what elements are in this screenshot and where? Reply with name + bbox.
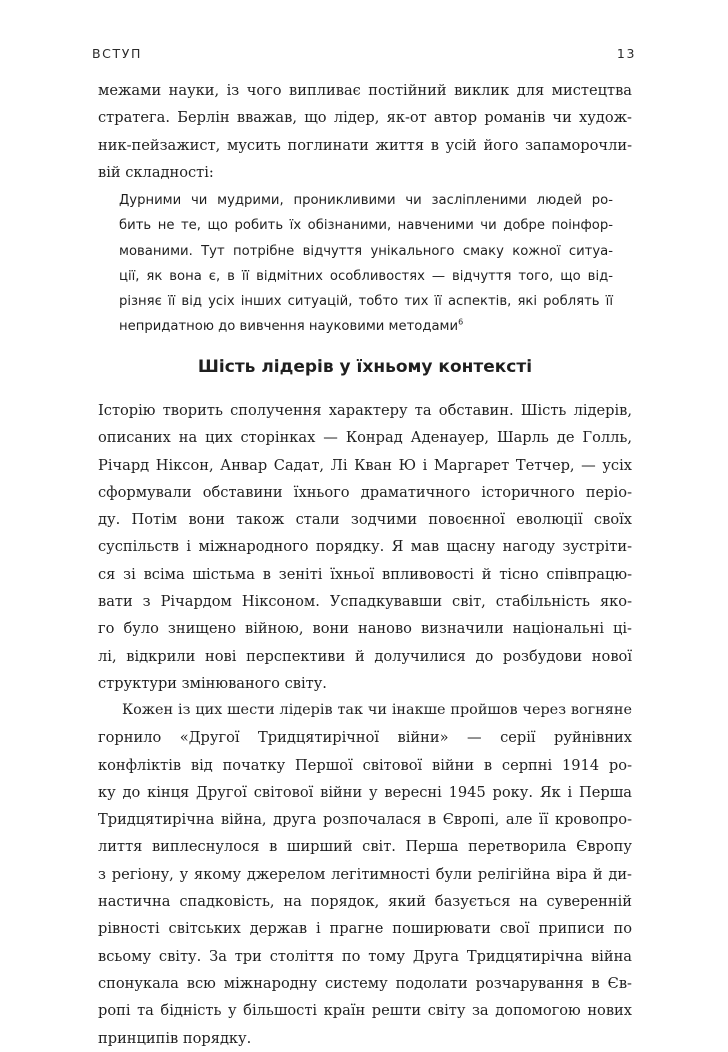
text-line: конфліктів від початку Першої світової війни в серпні 1914 ро- (98, 756, 632, 774)
text-line: ся зі всіма шістьма в зеніті їхньої впливовості й тісно співпрацю- (98, 565, 632, 583)
paragraph-2 (98, 697, 632, 1052)
quote-line-last (119, 314, 613, 339)
section-heading: Шість лідерів у їхньому контексті (197, 357, 533, 377)
text-line: лиття виплеснулося в ширший світ. Перша перетворила Європу (98, 838, 632, 856)
text-line: всьому світу. За три століття по тому Друга Тридцятирічна війна (98, 947, 632, 965)
text-line: ду. Потім вони також стали зодчими повоєнної еволюції своїх (98, 511, 632, 529)
footnote-ref: 6 (458, 318, 464, 328)
text-line: суспільств і міжнародного порядку. Я мав щасну нагоду зустріти- (98, 538, 632, 556)
text-line: лі, відкрили нові перспективи й долучилися до розбудови нової (98, 647, 632, 665)
text-line: го було знищено війною, вони наново визначили національні ці- (98, 620, 632, 638)
text-line: горнило «Другої Тридцятирічної війни» — серії руйнівних (98, 729, 632, 747)
text-line: межами науки, із чого випливає постійний виклик для мистецтва (98, 82, 632, 99)
text-line: Тридцятирічна війна, друга розпочалася в Європі, але її кровопро- (98, 811, 632, 829)
quote-line: різняє її від усіх інших ситуацій, тобто тих її аспектів, які роблять її (119, 294, 613, 310)
quote-line: бить не те, що робить їх обізнаними, навченими чи добре поінфор- (119, 218, 613, 234)
text-line: Річард Ніксон, Анвар Садат, Лі Кван Ю і Маргарет Тетчер, — усіх (98, 456, 632, 474)
text-line: настична спадковість, на порядок, який базується на суверенній (98, 893, 632, 911)
text-line: вій складності: (98, 163, 214, 181)
quote-text: непридатною до вивчення науковими методами (119, 319, 459, 335)
text-line: ку до кінця Другої світової війни у вересні 1945 року. Як і Перша (98, 783, 632, 801)
text-line: принципів порядку. (98, 1029, 252, 1047)
paragraph-top (98, 77, 632, 186)
text-line: вати з Річардом Ніксоном. Успадкувавши світ, стабільність яко- (98, 593, 632, 611)
text-line: ропі та бідність у більшості країн решти світу за допомогою нових (98, 1002, 632, 1020)
running-head (92, 46, 636, 61)
text-line: Кожен із цих шести лідерів так чи інакше пройшов через вогняне (122, 702, 632, 718)
text-line: рівності світських держав і прагне поширювати свої приписи по (98, 920, 632, 938)
text-line: стратега. Берлін вважав, що лідер, як-от автор романів чи худож- (98, 109, 632, 127)
text-line: структури змінюваного світу. (98, 674, 327, 692)
text-line: спонукала всю міжнародну систему подолати розчарування в Єв- (98, 974, 632, 992)
text-line: з регіону, у якому джерелом легітимності були релігійна віра й ди- (98, 865, 632, 883)
section-title: ВСТУП (92, 46, 142, 61)
text-line: сформували обставини їхнього драматичного історичного періо- (98, 483, 632, 501)
quote-line: Дурними чи мудрими, проникливими чи засліпленими людей ро- (119, 193, 613, 208)
block-quote (119, 188, 613, 340)
text-line: описаних на цих сторінках — Конрад Аденауер, Шарль де Голль, (98, 429, 632, 447)
quote-line: ції, як вона є, в її відмітних особливостях — відчуття того, що від- (119, 268, 613, 284)
text-line: ник-пейзажист, мусить поглинати життя в усій його запаморочли- (98, 136, 632, 154)
page-number: 13 (616, 46, 636, 61)
text-line: Історію творить сполучення характеру та обставин. Шість лідерів, (98, 402, 632, 419)
quote-line: мованими. Тут потрібне відчуття унікального смаку кожної ситуа- (119, 243, 613, 259)
paragraph-1 (98, 397, 632, 697)
